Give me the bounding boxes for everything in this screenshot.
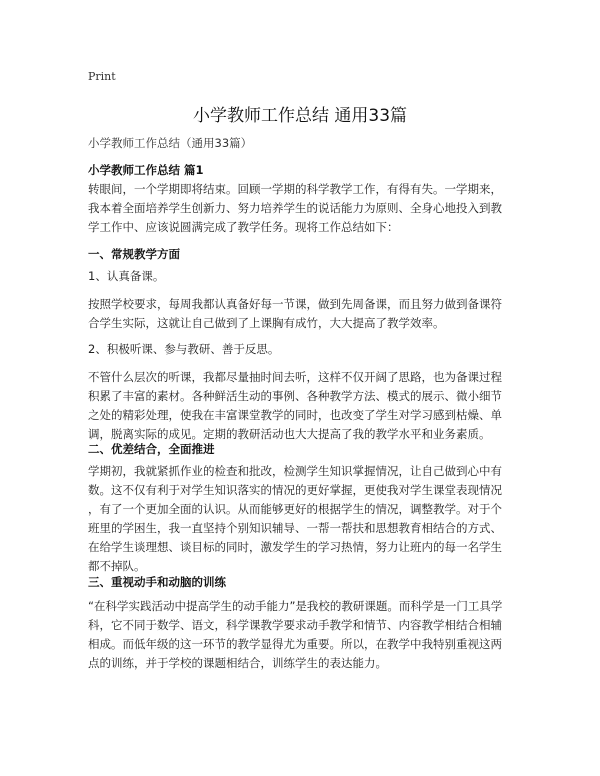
paragraph-line: 点的训练，并于学校的课题相结合，训练学生的表达能力。: [88, 656, 387, 670]
paragraph-line: 科，它不同于数学、语文，科学课教学要求动手教学和情节、内容教学相结合相辅: [88, 618, 502, 632]
paragraph-line: 积累了丰富的素材。各种鲜活生动的事例、各种教学方法、模式的展示、微小细节: [88, 389, 502, 403]
paragraph-line: 班里的学困生，我一直坚持个别知识辅导、一帮一帮扶和思想教育相结合的方式、: [88, 521, 502, 535]
paragraph-line: 按照学校要求，每周我都认真备好每一节课，做到先周备课，而且努力做到备课符: [88, 297, 502, 311]
paragraph-line: “在科学实践活动中提高学生的动手能力”是我校的教研课题。而科学是一门工具学: [88, 599, 503, 613]
paragraph-line: 数。这不仅有利于对学生知识落实的情况的更好掌握，更使我对学生课堂表现情况: [88, 483, 502, 497]
paragraph-line: ，有了一个更加全面的认识。从而能够更好的根据学生的情况，调整教学。对于个: [88, 502, 502, 516]
paragraph-line: 我本着全面培养学生创新力、努力培养学生的说话能力为原则、全身心地投入到教: [88, 201, 502, 215]
paragraph-line: 之处的精彩处理，使我在丰富课堂教学的同时，也改变了学生对学习感到枯燥、单: [88, 408, 502, 422]
section-paragraph: [88, 597, 520, 673]
section-heading: 一、常规教学方面: [88, 247, 180, 261]
item-label: [88, 267, 520, 286]
document-title: 小学教师工作总结 通用33篇: [192, 106, 408, 126]
section-heading: 三、重视动手和动脑的训练: [88, 575, 226, 589]
section-paragraph: [88, 368, 520, 444]
print-label: Print: [88, 70, 116, 83]
document-subtitle: 小学教师工作总结（通用33篇）: [88, 136, 253, 150]
intro-paragraph: [88, 180, 520, 237]
paragraph-line: 合学生实际，这就让自己做到了上课胸有成竹，大大提高了教学效率。: [88, 316, 445, 330]
paragraph-line: 不管什么层次的听课，我都尽量抽时间去听，这样不仅开阔了思路，也为备课过程: [88, 370, 502, 384]
item-label-text: 2、积极听课、参与教研、善于反思。: [88, 342, 280, 356]
paragraph-line: 在给学生谈理想、谈目标的同时，激发学生的学习热情，努力让班内的每一名学生: [88, 540, 502, 554]
paragraph-line: 学工作中、应该说圆满完成了教学任务。现将工作总结如下：: [88, 220, 399, 234]
article-heading: 小学教师工作总结 篇1: [88, 163, 204, 177]
item-label: [88, 340, 520, 359]
section-paragraph: [88, 295, 520, 333]
paragraph-line: 相成。而低年级的这一环节的教学显得尤为重要。所以，在教学中我特别重视这两: [88, 637, 502, 651]
section-heading: 二、优差结合，全面推进: [88, 442, 215, 456]
section-paragraph: [88, 462, 520, 576]
paragraph-line: 调，脱离实际的成见。定期的教研活动也大大提高了我的教学水平和业务素质。: [88, 427, 491, 441]
paragraph-line: 学期初，我就紧抓作业的检查和批改，检测学生知识掌握情况，让自己做到心中有: [88, 464, 502, 478]
paragraph-line: 都不掉队。: [88, 559, 146, 573]
paragraph-line: 转眼间，一个学期即将结束。回顾一学期的科学教学工作，有得有失。一学期来，: [88, 182, 502, 196]
item-label-text: 1、认真备课。: [88, 269, 165, 283]
